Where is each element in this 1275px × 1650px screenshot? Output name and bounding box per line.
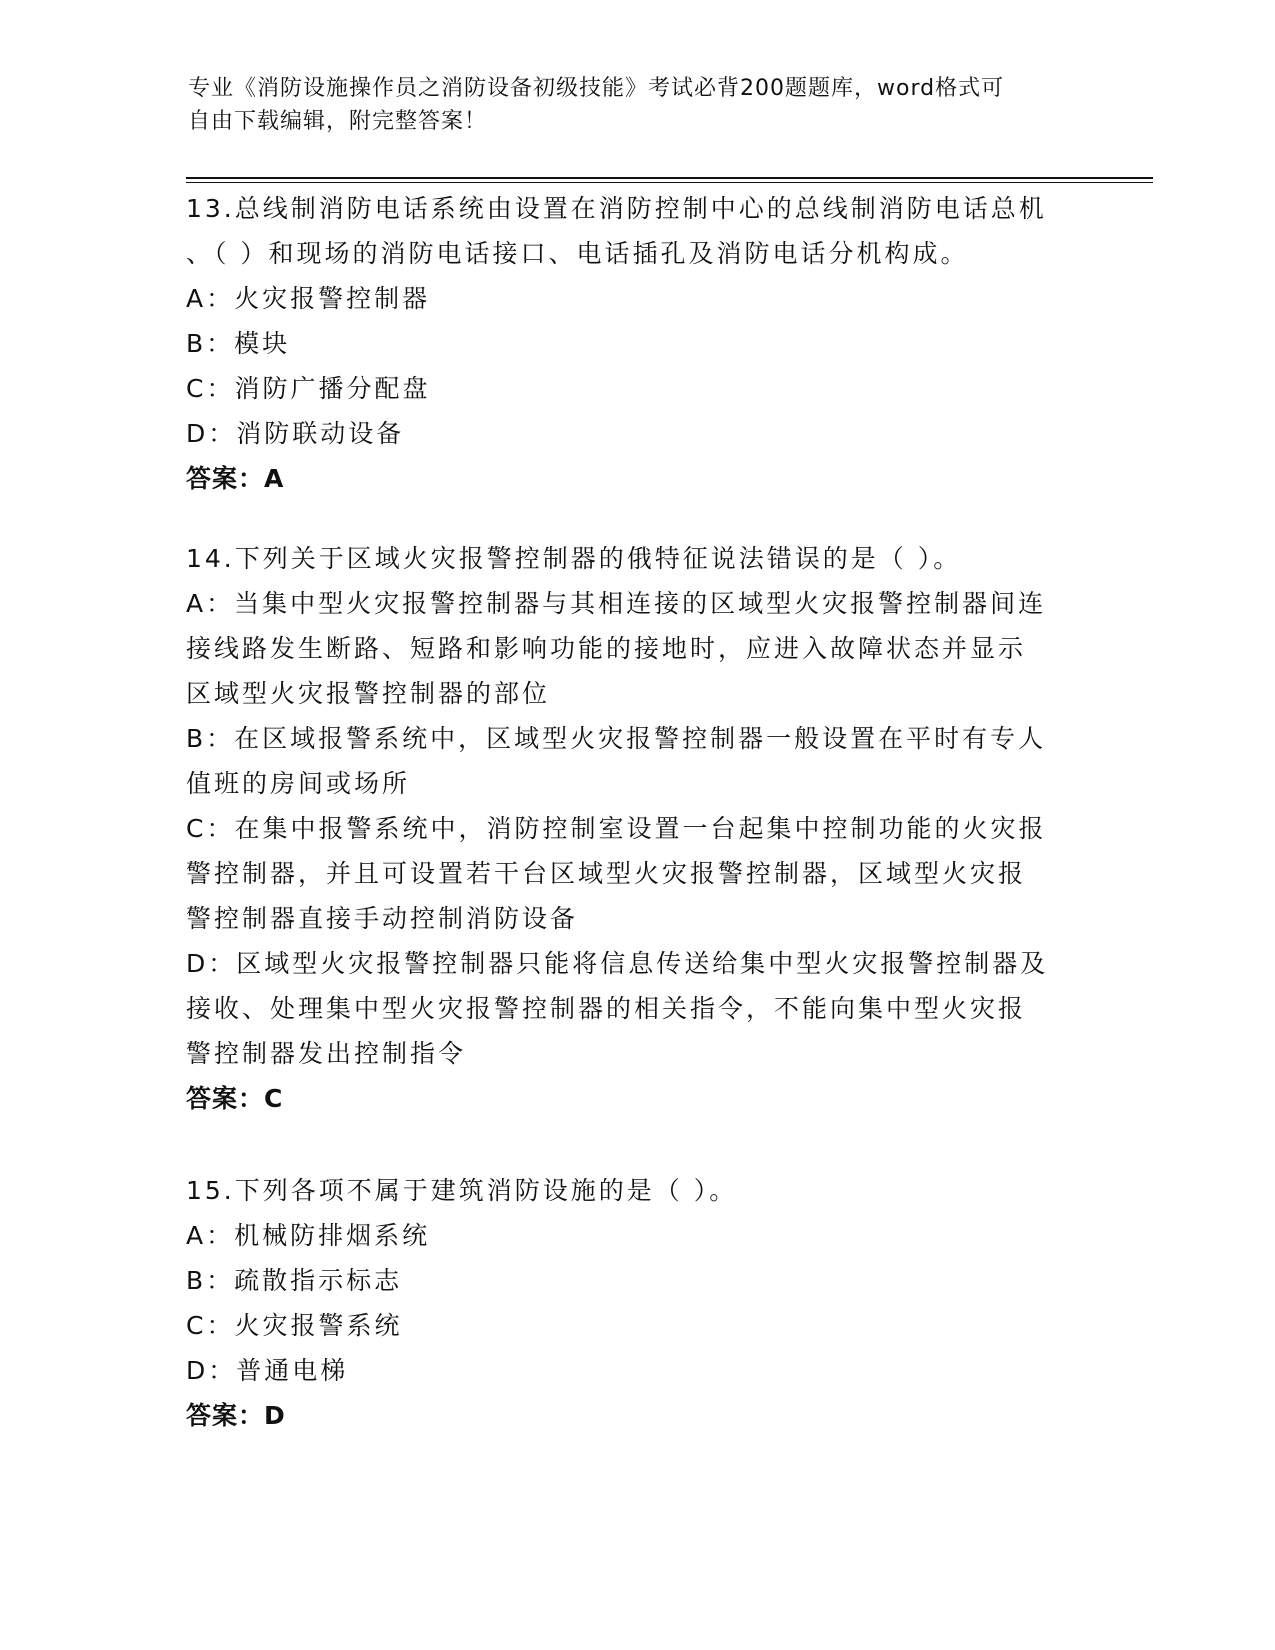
answer-label: 答案：C [186, 1084, 284, 1113]
option-c: C：在集中报警系统中，消防控制室设置一台起集中控制功能的火灾报 [186, 814, 1047, 843]
question-15 [186, 1168, 1086, 1438]
option-d-continued: 警控制器发出控制指令 [186, 1039, 467, 1068]
option-a: A：当集中型火灾报警控制器与其相连接的区域型火灾报警控制器间连 [186, 589, 1047, 618]
option-d: D：普通电梯 [186, 1356, 349, 1385]
option-a: A：火灾报警控制器 [186, 284, 431, 313]
header-divider-thin [186, 182, 1153, 183]
answer-label: 答案：A [186, 464, 285, 493]
option-b: B：模块 [186, 329, 291, 358]
option-b-continued: 值班的房间或场所 [186, 769, 411, 798]
option-c-continued: 警控制器，并且可设置若干台区域型火灾报警控制器，区域型火灾报 [186, 859, 1027, 888]
option-c-continued: 警控制器直接手动控制消防设备 [186, 904, 579, 933]
option-a-continued: 区域型火灾报警控制器的部位 [186, 679, 551, 708]
question-13 [186, 186, 1086, 501]
option-b: B：在区域报警系统中，区域型火灾报警控制器一般设置在平时有专人 [186, 724, 1047, 753]
question-stem-line: 13.总线制消防电话系统由设置在消防控制中心的总线制消防电话总机 [186, 194, 1047, 223]
option-d: D：消防联动设备 [186, 419, 405, 448]
option-c: C：火灾报警系统 [186, 1311, 403, 1340]
header-line-2: 自由下载编辑，附完整答案！ [188, 109, 488, 134]
question-stem-line: 、（ ）和现场的消防电话接口、电话插孔及消防电话分机构成。 [186, 239, 969, 268]
option-a-continued: 接线路发生断路、短路和影响功能的接地时，应进入故障状态并显示 [186, 634, 1027, 663]
question-stem-line: 15.下列各项不属于建筑消防设施的是（ ）。 [186, 1176, 738, 1205]
question-stem-line: 14.下列关于区域火灾报警控制器的俄特征说法错误的是（ ）。 [186, 544, 962, 573]
document-header [188, 72, 1068, 138]
header-divider-thick [186, 177, 1153, 179]
answer-label: 答案：D [186, 1401, 286, 1430]
header-line-1: 专业《消防设施操作员之消防设备初级技能》考试必背200题题库，word格式可 [188, 76, 1005, 101]
option-b: B：疏散指示标志 [186, 1266, 403, 1295]
option-a: A：机械防排烟系统 [186, 1221, 431, 1250]
option-d: D：区域型火灾报警控制器只能将信息传送给集中型火灾报警控制器及 [186, 949, 1049, 978]
option-d-continued: 接收、处理集中型火灾报警控制器的相关指令，不能向集中型火灾报 [186, 994, 1027, 1023]
option-c: C：消防广播分配盘 [186, 374, 431, 403]
question-14 [186, 536, 1086, 1121]
